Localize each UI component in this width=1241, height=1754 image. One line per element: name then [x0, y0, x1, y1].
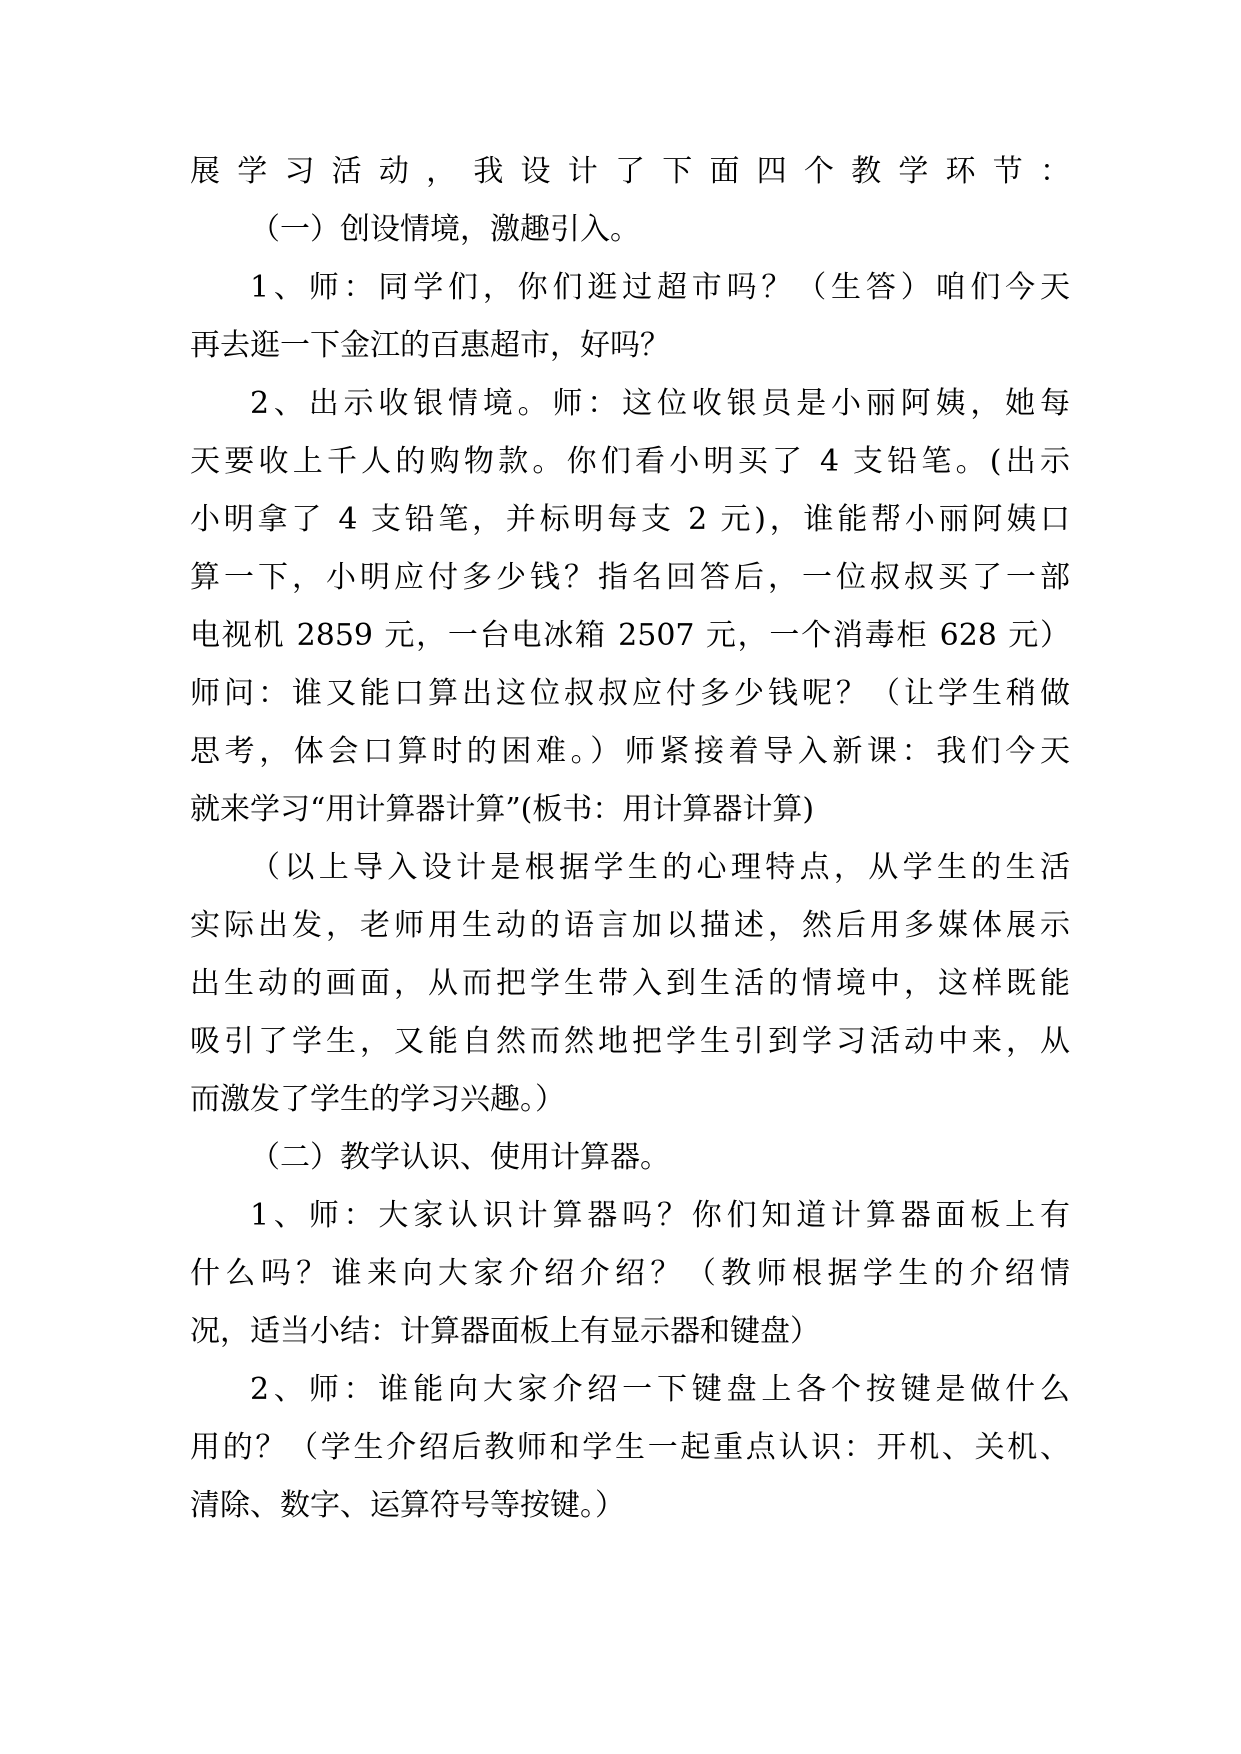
paragraph-line-6: 天要收上千人的购物款。你们看小明买了 4 支铅笔。(出示	[190, 444, 1070, 479]
paragraph-line-12: 就来学习“用计算器计算”(板书：用计算器计算)	[190, 792, 815, 827]
paragraph-line-21: 况，适当小结：计算器面板上有显示器和键盘）	[190, 1314, 820, 1349]
paragraph-line-17: 而激发了学生的学习兴趣。）	[190, 1082, 565, 1117]
paragraph-line-16: 吸引了学生，又能自然而然地把学生引到学习活动中来，从	[190, 1024, 1070, 1059]
section-heading-1: （一）创设情境，激趣引入。	[250, 212, 640, 247]
paragraph-line-4: 再去逛一下金江的百惠超市，好吗？	[190, 328, 670, 363]
paragraph-line-5: 2、出示收银情境。师：这位收银员是小丽阿姨，她每	[250, 386, 1070, 421]
paragraph-line-13: （以上导入设计是根据学生的心理特点，从学生的生活	[250, 850, 1070, 885]
paragraph-line-7: 小明拿了 4 支铅笔，并标明每支 2 元)，谁能帮小丽阿姨口	[190, 502, 1070, 537]
section-heading-2: （二）教学认识、使用计算器。	[250, 1140, 670, 1175]
paragraph-line-11: 思考，体会口算时的困难。）师紧接着导入新课：我们今天	[190, 734, 1070, 769]
paragraph-line-14: 实际出发，老师用生动的语言加以描述，然后用多媒体展示	[190, 908, 1070, 943]
paragraph-line-10: 师问：谁又能口算出这位叔叔应付多少钱呢？（让学生稍做	[190, 676, 1070, 711]
paragraph-line-15: 出生动的画面，从而把学生带入到生活的情境中，这样既能	[190, 966, 1070, 1001]
paragraph-line-9: 电视机 2859 元，一台电冰箱 2507 元，一个消毒柜 628 元）	[190, 618, 1070, 653]
paragraph-line-8: 算一下，小明应付多少钱？指名回答后，一位叔叔买了一部	[190, 560, 1070, 595]
paragraph-line-1: 展学习活动，我设计了下面四个教学环节：	[190, 154, 1070, 189]
paragraph-line-24: 清除、数字、运算符号等按键。）	[190, 1488, 625, 1523]
paragraph-line-22: 2、师：谁能向大家介绍一下键盘上各个按键是做什么	[250, 1372, 1070, 1407]
paragraph-line-23: 用的？（学生介绍后教师和学生一起重点认识：开机、关机、	[190, 1430, 1070, 1465]
paragraph-line-3: 1、师：同学们，你们逛过超市吗？（生答）咱们今天	[250, 270, 1070, 305]
paragraph-line-20: 什么吗？谁来向大家介绍介绍？（教师根据学生的介绍情	[190, 1256, 1070, 1291]
paragraph-line-19: 1、师：大家认识计算器吗？你们知道计算器面板上有	[250, 1198, 1070, 1233]
